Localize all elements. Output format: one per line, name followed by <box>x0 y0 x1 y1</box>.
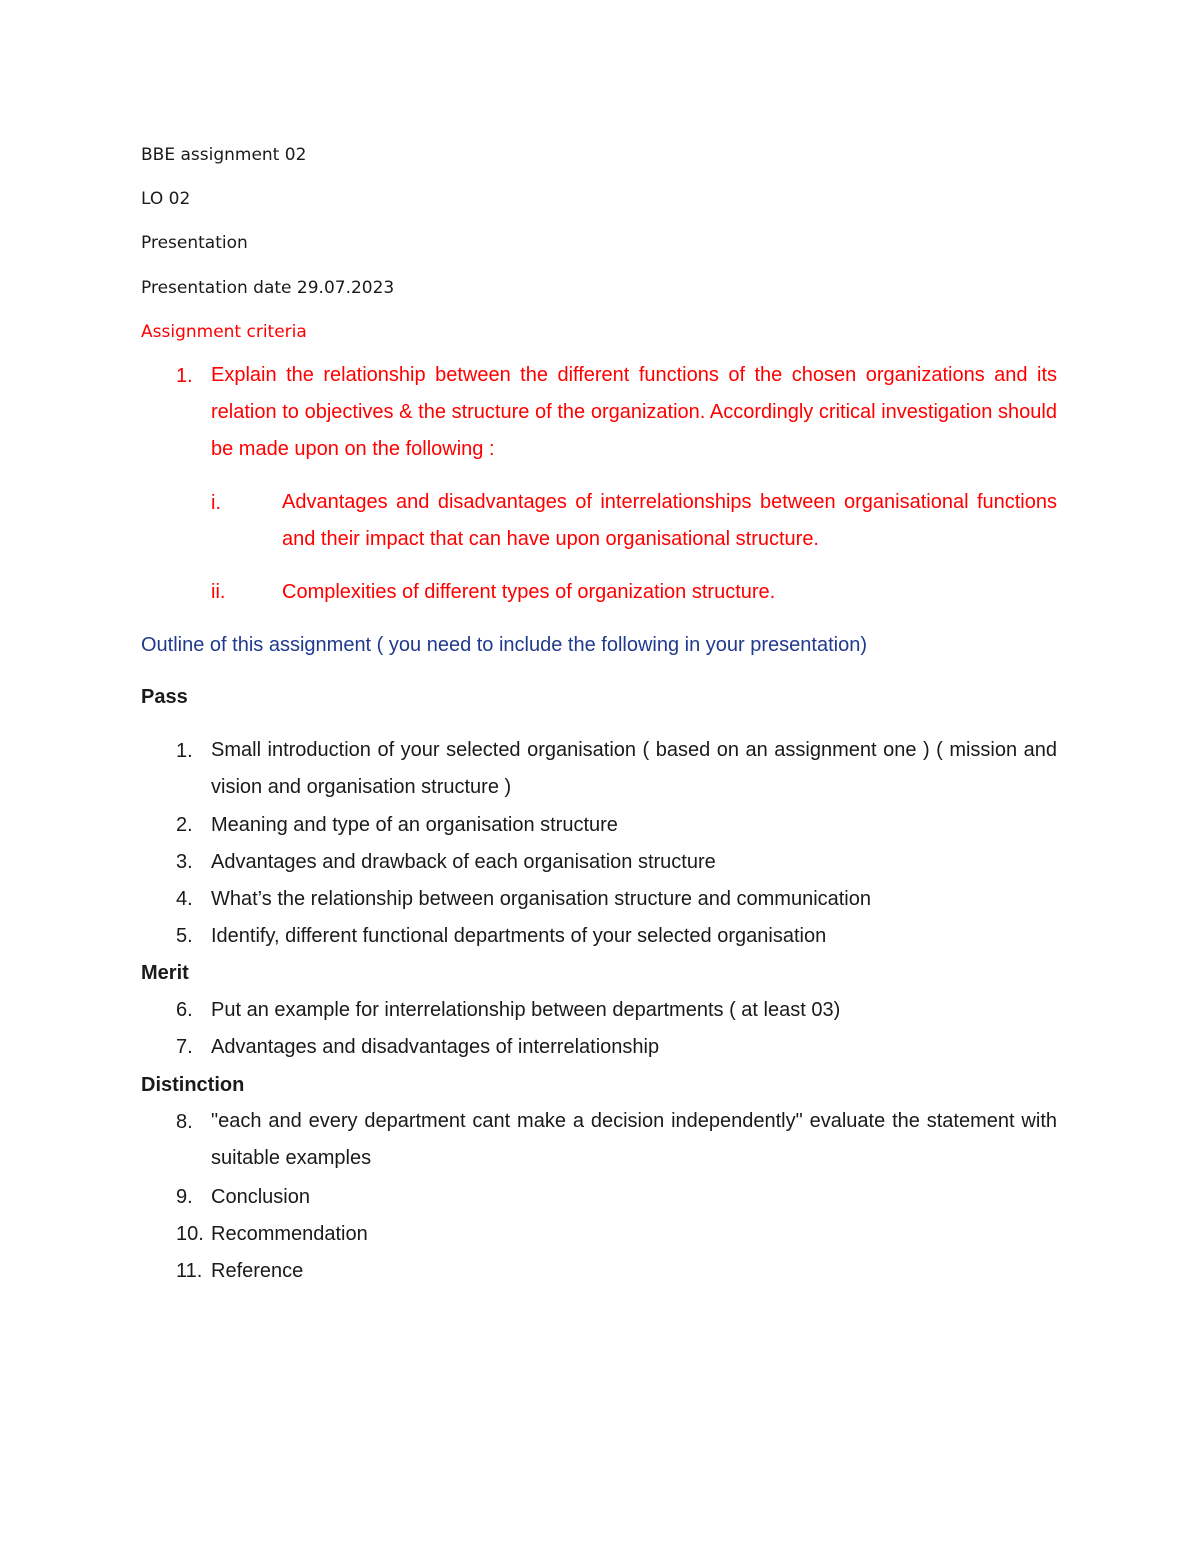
list-item-number: 6. <box>176 999 193 1021</box>
list-item-text: Meaning and type of an organisation structure <box>211 814 618 836</box>
distinction-heading: Distinction <box>141 1074 245 1096</box>
criteria-subitem-text: Advantages and disadvantages of interrelationships between organisational functions and their impact that can have upon organisational structure. <box>282 491 1057 550</box>
list-item-text: Small introduction of your selected organisation ( based on an assignment one ) ( mission and vision and organisation structure ) <box>211 739 1057 798</box>
list-item-text: Put an example for interrelationship between departments ( at least 03) <box>211 999 841 1021</box>
criteria-subitem-text: Complexities of different types of organization structure. <box>282 581 776 603</box>
assignment-type: Presentation <box>141 233 248 253</box>
list-item-text: Conclusion <box>211 1186 310 1208</box>
pass-heading: Pass <box>141 686 188 708</box>
learning-outcome: LO 02 <box>141 189 191 209</box>
list-item-text: Reference <box>211 1260 304 1282</box>
list-item-text: Advantages and disadvantages of interrelationship <box>211 1036 660 1058</box>
criteria-subitem-number: ii. <box>211 581 226 603</box>
list-item-text: Recommendation <box>211 1223 368 1245</box>
list-item-number: 4. <box>176 888 193 910</box>
list-item-number: 10. <box>176 1223 204 1245</box>
list-item-number: 5. <box>176 925 193 947</box>
list-item-number: 7. <box>176 1036 193 1058</box>
list-item-text: "each and every department cant make a decision independently" evaluate the statement with suitable examples <box>211 1110 1057 1169</box>
list-item-number: 9. <box>176 1186 193 1208</box>
list-item-text: What’s the relationship between organisation structure and communication <box>211 888 871 910</box>
criteria-heading: Assignment criteria <box>141 322 307 342</box>
criteria-item-number: 1. <box>176 365 193 387</box>
list-item-number: 3. <box>176 851 193 873</box>
list-item-number: 1. <box>176 740 193 762</box>
criteria-subitem-number: i. <box>211 492 221 514</box>
criteria-item-text: Explain the relationship between the different functions of the chosen organizations and its relation to objectives & the structure of the organization. Accordingly critical investigation should be made upon on the following : <box>211 364 1057 460</box>
outline-heading: Outline of this assignment ( you need to include the following in your presentation) <box>141 634 867 656</box>
assignment-title: BBE assignment 02 <box>141 145 307 165</box>
merit-heading: Merit <box>141 962 189 984</box>
list-item-number: 2. <box>176 814 193 836</box>
presentation-date: Presentation date 29.07.2023 <box>141 278 395 298</box>
list-item-number: 11. <box>176 1260 203 1282</box>
list-item-number: 8. <box>176 1111 193 1133</box>
list-item-text: Advantages and drawback of each organisation structure <box>211 851 716 873</box>
list-item-text: Identify, different functional departments of your selected organisation <box>211 925 827 947</box>
